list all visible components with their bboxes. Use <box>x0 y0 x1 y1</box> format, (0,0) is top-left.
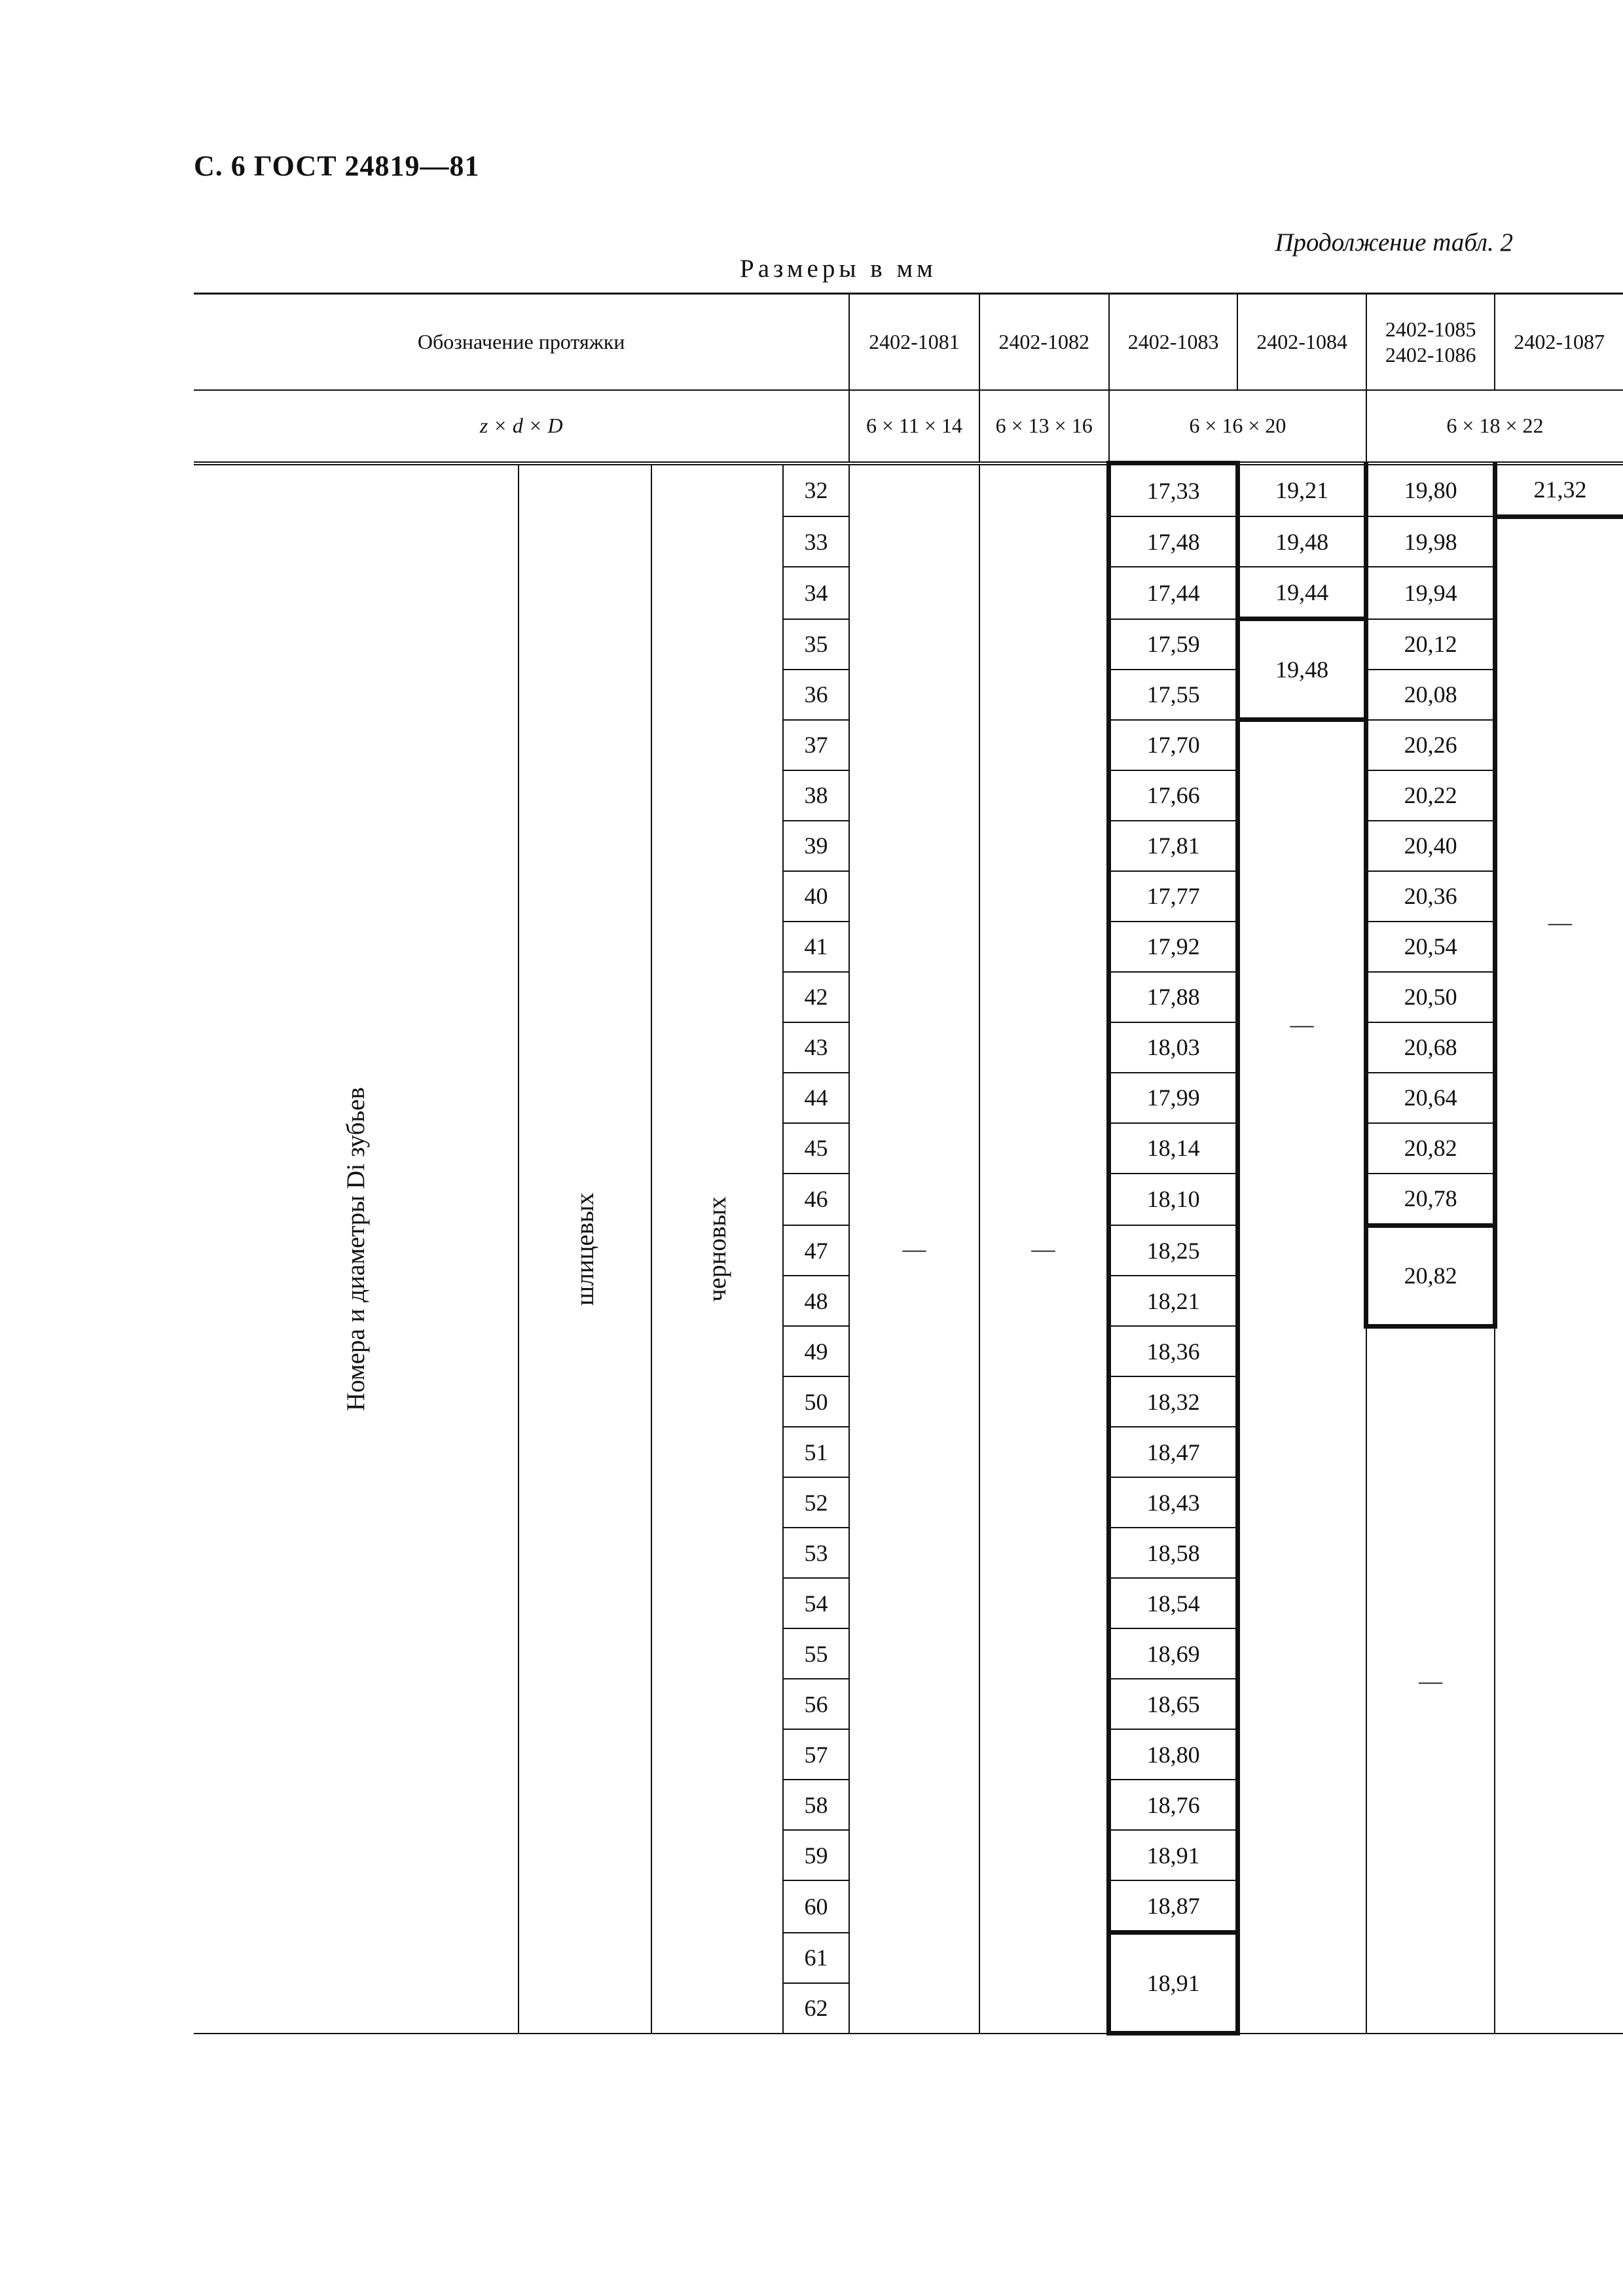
size-formula-label: z × d × D <box>194 390 849 463</box>
column-header: 2402-1082 <box>979 294 1109 391</box>
diameter-cell: 17,92 <box>1109 922 1238 972</box>
size-cell: 6 × 11 × 14 <box>849 390 979 463</box>
header-row-designation <box>194 294 1623 391</box>
column-header: 2402-1081 <box>849 294 979 391</box>
empty-cell <box>1495 1326 1623 2034</box>
size-cell: 6 × 18 × 22 <box>1366 390 1623 463</box>
column-header: 2402-1087 <box>1495 294 1623 391</box>
dash-cell: — <box>979 463 1109 2034</box>
page-header: С. 6 ГОСТ 24819—81 <box>194 150 480 182</box>
tooth-number: 48 <box>783 1276 850 1326</box>
dash-cell: — <box>1366 1326 1495 2034</box>
broach-dimensions-table <box>194 293 1623 2036</box>
tooth-number: 32 <box>783 463 850 517</box>
diameter-cell: 18,03 <box>1109 1022 1238 1073</box>
column-header: 2402-1083 <box>1109 294 1238 391</box>
diameter-cell: 18,54 <box>1109 1578 1238 1628</box>
diameter-cell: 18,32 <box>1109 1376 1238 1427</box>
tooth-number: 56 <box>783 1679 850 1729</box>
row-group-label: Номера и диаметры Di зубьев <box>341 1086 370 1411</box>
diameter-cell: 20,82 <box>1366 1123 1495 1174</box>
diameter-cell: 18,14 <box>1109 1123 1238 1174</box>
size-cell: 6 × 16 × 20 <box>1109 390 1366 463</box>
tooth-number: 40 <box>783 871 850 922</box>
tooth-number: 46 <box>783 1174 850 1226</box>
tooth-number: 60 <box>783 1880 850 1933</box>
tooth-number: 36 <box>783 670 850 720</box>
diameter-cell: 20,22 <box>1366 770 1495 821</box>
tooth-number: 52 <box>783 1477 850 1528</box>
table-continuation-label: Продолжение табл. 2 <box>1275 228 1513 257</box>
diameter-cell: 17,70 <box>1109 720 1238 770</box>
diameter-cell: 17,88 <box>1109 972 1238 1022</box>
diameter-cell: 18,10 <box>1109 1174 1238 1226</box>
tooth-number: 47 <box>783 1225 850 1276</box>
tooth-number: 38 <box>783 770 850 821</box>
diameter-cell: 17,66 <box>1109 770 1238 821</box>
dash-cell: — <box>1495 516 1623 1326</box>
diameter-cell: 18,76 <box>1109 1780 1238 1830</box>
diameter-cell: 17,48 <box>1109 516 1238 567</box>
diameter-cell: 18,47 <box>1109 1427 1238 1477</box>
diameter-cell: 17,59 <box>1109 619 1238 670</box>
row-subgroup-label: черновых <box>702 1196 731 1302</box>
tooth-number: 44 <box>783 1073 850 1123</box>
diameter-cell: 20,64 <box>1366 1073 1495 1123</box>
empty-cell <box>1237 1326 1366 2034</box>
dash-cell: — <box>1237 720 1366 1327</box>
units-caption: Размеры в мм <box>740 255 937 283</box>
diameter-cell: 18,91 <box>1109 1830 1238 1880</box>
diameter-cell: 18,65 <box>1109 1679 1238 1729</box>
tooth-number: 57 <box>783 1729 850 1780</box>
tooth-number: 58 <box>783 1780 850 1830</box>
diameter-cell: 19,94 <box>1366 567 1495 619</box>
diameter-cell: 18,58 <box>1109 1528 1238 1578</box>
diameter-cell: 18,43 <box>1109 1477 1238 1528</box>
tooth-number: 34 <box>783 567 850 619</box>
tooth-number: 43 <box>783 1022 850 1073</box>
tooth-number: 49 <box>783 1326 850 1376</box>
size-cell: 6 × 13 × 16 <box>979 390 1109 463</box>
table-row <box>194 463 1623 517</box>
diameter-cell: 20,54 <box>1366 922 1495 972</box>
tooth-number: 35 <box>783 619 850 670</box>
tooth-number: 42 <box>783 972 850 1022</box>
tooth-number: 45 <box>783 1123 850 1174</box>
header-row-sizes <box>194 390 1623 463</box>
row-subgroup-cell <box>519 463 651 2034</box>
tooth-number: 41 <box>783 922 850 972</box>
diameter-cell: 20,78 <box>1366 1174 1495 1226</box>
column-header: 2402-1084 <box>1237 294 1366 391</box>
diameter-cell: 17,44 <box>1109 567 1238 619</box>
diameter-cell: 21,32 <box>1495 463 1623 517</box>
diameter-cell: 19,98 <box>1366 516 1495 567</box>
designation-label: Обозначение протяжки <box>194 294 849 391</box>
diameter-cell: 20,12 <box>1366 619 1495 670</box>
diameter-cell: 19,48 <box>1237 619 1366 720</box>
diameter-cell: 17,81 <box>1109 821 1238 871</box>
tooth-number: 33 <box>783 516 850 567</box>
column-header <box>1366 294 1495 391</box>
diameter-cell: 18,69 <box>1109 1628 1238 1679</box>
diameter-cell: 20,26 <box>1366 720 1495 770</box>
tooth-number: 39 <box>783 821 850 871</box>
tooth-number: 61 <box>783 1933 850 1983</box>
tooth-number: 62 <box>783 1983 850 2034</box>
diameter-cell: 20,36 <box>1366 871 1495 922</box>
diameter-cell: 19,80 <box>1366 463 1495 517</box>
diameter-cell: 17,33 <box>1109 463 1238 517</box>
row-group-label-cell <box>194 463 519 2034</box>
diameter-cell: 17,55 <box>1109 670 1238 720</box>
dash-cell: — <box>849 463 979 2034</box>
diameter-cell: 20,50 <box>1366 972 1495 1022</box>
row-subgroup-label: шлицевых <box>570 1192 599 1306</box>
tooth-number: 55 <box>783 1628 850 1679</box>
diameter-cell: 18,80 <box>1109 1729 1238 1780</box>
diameter-cell: 19,21 <box>1237 463 1366 517</box>
diameter-cell: 18,91 <box>1109 1933 1238 2034</box>
diameter-cell: 18,25 <box>1109 1225 1238 1276</box>
diameter-cell: 19,44 <box>1237 567 1366 619</box>
diameter-cell: 20,40 <box>1366 821 1495 871</box>
tooth-number: 59 <box>783 1830 850 1880</box>
row-subgroup-cell <box>651 463 783 2034</box>
diameter-cell: 17,99 <box>1109 1073 1238 1123</box>
tooth-number: 50 <box>783 1376 850 1427</box>
tooth-number: 54 <box>783 1578 850 1628</box>
tooth-number: 51 <box>783 1427 850 1477</box>
diameter-cell: 18,36 <box>1109 1326 1238 1376</box>
column-header-line: 2402-1086 <box>1385 342 1476 367</box>
diameter-cell: 18,21 <box>1109 1276 1238 1326</box>
diameter-cell: 19,48 <box>1237 516 1366 567</box>
diameter-cell: 20,82 <box>1366 1225 1495 1326</box>
diameter-cell: 17,77 <box>1109 871 1238 922</box>
column-header-line: 2402-1085 <box>1385 317 1476 342</box>
diameter-cell: 20,08 <box>1366 670 1495 720</box>
diameter-cell: 20,68 <box>1366 1022 1495 1073</box>
diameter-cell: 18,87 <box>1109 1880 1238 1933</box>
tooth-number: 37 <box>783 720 850 770</box>
tooth-number: 53 <box>783 1528 850 1578</box>
